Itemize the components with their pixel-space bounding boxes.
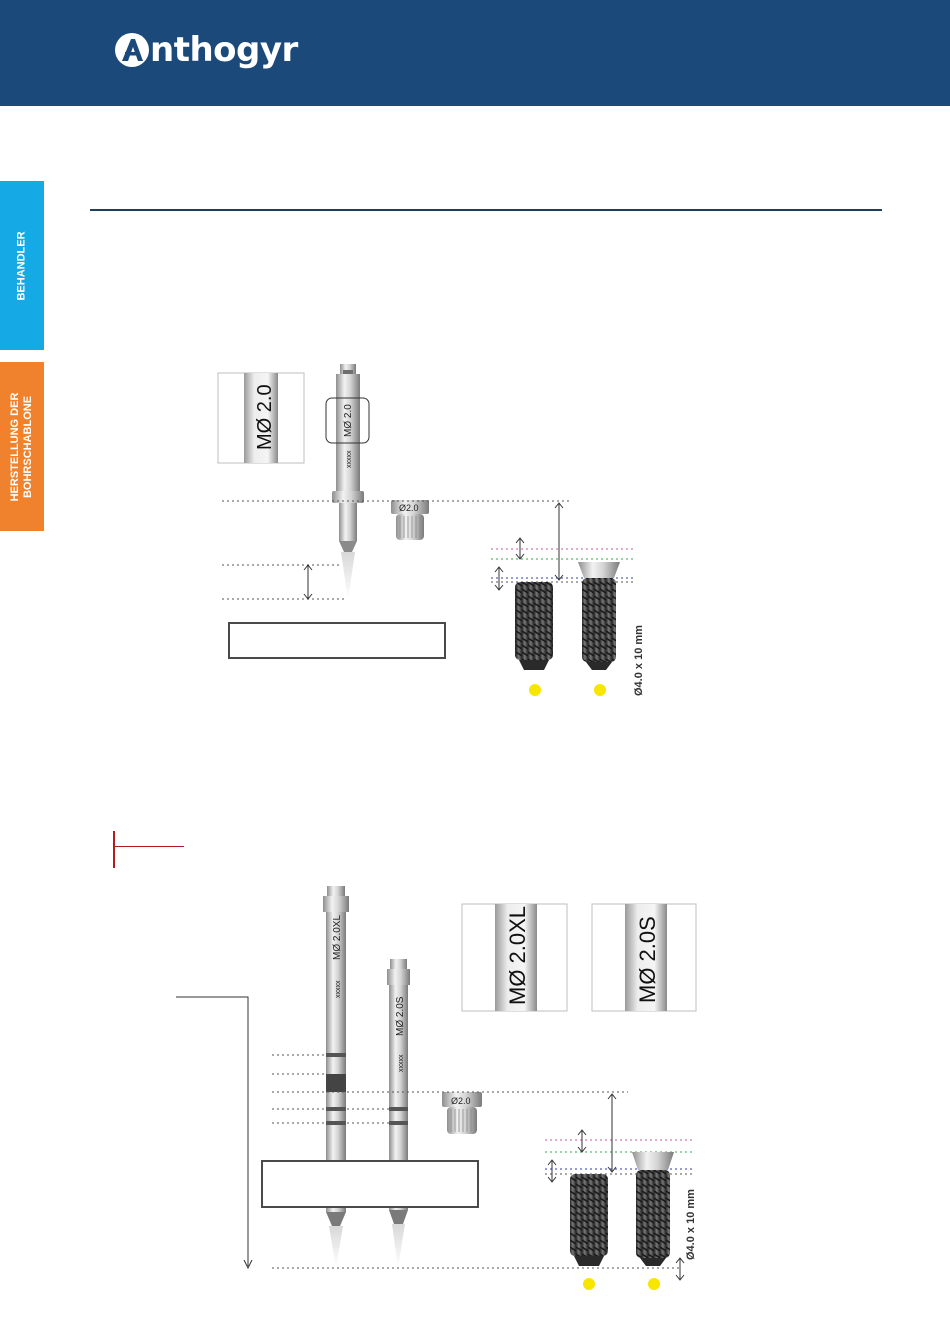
magnified-drill-label-xl [462,904,567,1011]
drill-length-label-box-2 [261,1160,479,1208]
marker-dot [648,1278,660,1290]
magnified-drill-label-xl-text: MØ 2.0XL [505,905,530,1005]
tab-herstellung-line1: HERSTELLUNG DER [9,392,21,501]
magnified-drill-label-s-text: MØ 2.0S [635,916,660,1003]
drill-s-marking: MØ 2.0S [395,996,406,1036]
drill-2-0-s [387,959,410,1268]
figure-2 [176,886,697,1280]
drill-s-serial: xxxxx [398,1054,405,1072]
tab-herstellung-line2: BOHRSCHABLONE [22,395,34,498]
drill-xl-marking: MØ 2.0XL [332,914,343,960]
implant-bone-level [578,562,620,670]
implant-tissue-level-2 [570,1174,608,1266]
marker-dot [583,1278,595,1290]
magnified-drill-label-text: MØ 2.0 [254,384,276,450]
drill-2-0-xl [323,886,349,1268]
sleeve-label-2: Ø2.0 [451,1096,471,1106]
implant-tissue-level [515,582,553,670]
implant-label: Ø4.0 x 10 mm [633,625,645,696]
guide-sleeve [391,500,429,540]
implant-bone-level-2 [632,1152,674,1266]
drill-serial: xxxxx [346,450,353,468]
sleeve-label: Ø2.0 [399,503,419,513]
drill-length-label-box-1 [228,622,446,659]
guide-sleeve-2 [442,1092,482,1134]
drill-marking: MØ 2.0 [343,404,354,437]
tab-behandler-label: BEHANDLER [15,230,28,301]
marker-dot [529,684,541,696]
magnified-drill-label [218,373,304,463]
drill-xl-serial: xxxxx [335,980,342,998]
implant-label-2: Ø4.0 x 10 mm [685,1189,697,1260]
brand-name: nthogyr [150,30,298,70]
magnified-drill-label-s [592,904,696,1011]
marker-dot [594,684,606,696]
